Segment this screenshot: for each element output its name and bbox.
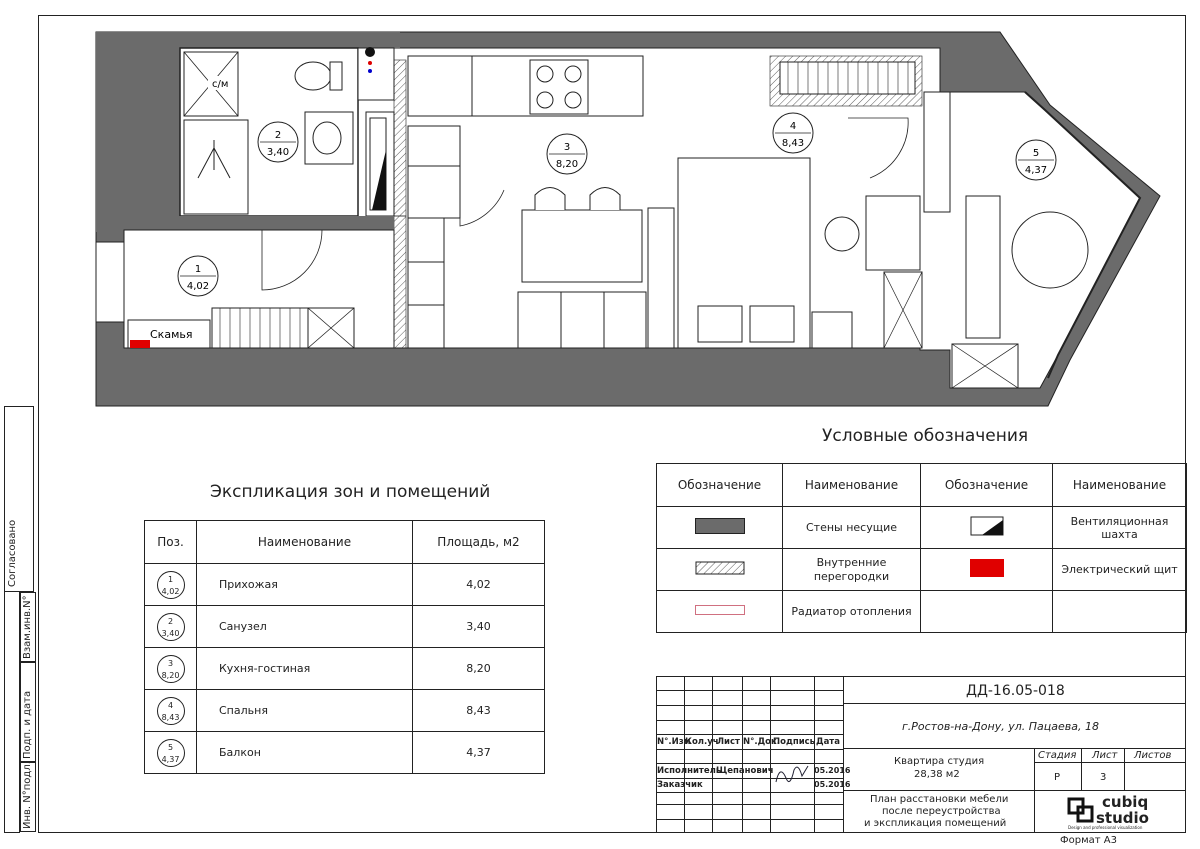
drawing-title: и экспликация помещений <box>864 818 1007 829</box>
tb-header: Лист <box>717 737 740 747</box>
cooktop <box>530 60 588 114</box>
room-name: Кухня-гостиная <box>197 648 413 690</box>
table-row <box>145 564 545 606</box>
table-row <box>145 732 545 774</box>
legend-symbol <box>657 591 783 633</box>
cabinet-column <box>408 218 444 348</box>
tb-header: N°.Изм <box>657 737 691 747</box>
room-area: 3,40 <box>413 606 545 648</box>
logo-word: studio <box>1096 809 1149 827</box>
legend-item: Стены несущие <box>783 507 921 549</box>
nightstand <box>825 217 859 251</box>
chair <box>590 188 620 211</box>
balcony-cabinet <box>966 196 1000 338</box>
room-area: 8,43 <box>781 138 805 149</box>
customer-date: 05.2016 <box>814 780 851 789</box>
side-stamp-inv <box>20 762 36 832</box>
room-area: 3,40 <box>266 147 290 158</box>
room-number: 1 <box>194 264 202 275</box>
partition <box>394 60 406 216</box>
electrical-panel <box>130 340 150 348</box>
vent-shaft-icon <box>970 516 1004 536</box>
room-area: 4,02 <box>413 564 545 606</box>
stage-value: Р <box>1054 772 1061 783</box>
drawing-title: План расстановки мебели <box>870 794 1009 805</box>
drawing-title: после переустройства <box>882 806 1001 817</box>
legend-symbol <box>657 549 783 591</box>
radiator-swatch <box>695 605 745 615</box>
project-name: Квартира студия <box>894 756 985 767</box>
tb-header: Подпись <box>773 737 816 747</box>
legend-item: Радиатор отопления <box>783 591 921 633</box>
legend-table <box>656 463 1187 633</box>
side-stamp-replace <box>20 592 36 662</box>
riser <box>358 48 394 100</box>
sheet-label: Лист <box>1092 750 1118 761</box>
side-stamp-label: Инв. N°подл. <box>22 761 33 829</box>
wm-label: с/м <box>212 79 229 90</box>
legend-item: Вентиляционная шахта <box>1053 507 1187 549</box>
room-area: 4,37 <box>413 732 545 774</box>
cubiq-logo-icon <box>1066 796 1096 824</box>
bench-label: Скамья <box>150 328 193 341</box>
legend-header: Наименование <box>783 464 921 507</box>
table-row <box>145 690 545 732</box>
project-area: 28,38 м2 <box>914 769 960 780</box>
room-badge: 1 4,02 <box>157 571 185 599</box>
side-stamp-sign <box>20 662 36 762</box>
room-area: 4,37 <box>1024 165 1048 176</box>
legend-title: Условные обозначения <box>822 426 1029 446</box>
room-area: 8,43 <box>413 690 545 732</box>
room-number: 3 <box>563 142 571 153</box>
legend-header: Обозначение <box>657 464 783 507</box>
logo-word: cubiq <box>1102 793 1149 811</box>
balcony-table <box>1012 212 1088 288</box>
table-row <box>145 606 545 648</box>
tall-cabinet <box>648 208 674 348</box>
customer-label: Заказчик <box>657 780 703 790</box>
table-row <box>145 648 545 690</box>
tb-header: Кол.уч <box>685 737 719 747</box>
executor-date: 05.2016 <box>814 766 851 775</box>
side-stamp-label: Подп. и дата <box>22 690 33 759</box>
stage-label: Стадия <box>1038 750 1077 761</box>
side-stamp-label: Согласовано <box>7 519 18 587</box>
legend-symbol <box>921 549 1053 591</box>
signature <box>772 758 812 790</box>
title-block <box>656 676 1186 833</box>
room-name: Балкон <box>197 732 413 774</box>
executor-label: Исполнитель <box>657 766 722 776</box>
explication-title: Экспликация зон и помещений <box>210 482 491 502</box>
room-area: 4,02 <box>186 281 210 292</box>
side-stamp-label: Взам.инв.N° <box>22 595 33 659</box>
room-name: Санузел <box>197 606 413 648</box>
radiator <box>780 62 915 94</box>
col-header: Наименование <box>197 521 413 564</box>
drawing-code: ДД-16.05-018 <box>966 683 1065 699</box>
col-header: Площадь, м2 <box>413 521 545 564</box>
panel-swatch <box>970 559 1004 577</box>
legend-symbol <box>657 507 783 549</box>
room-name: Спальня <box>197 690 413 732</box>
legend-item: Внутренние перегородки <box>783 549 921 591</box>
wall-corner <box>96 32 180 232</box>
room-badge: 3 8,20 <box>157 655 185 683</box>
wall-segment <box>924 92 950 212</box>
room-badge: 4 8,43 <box>157 697 185 725</box>
explication-table <box>144 520 545 774</box>
partition <box>124 216 394 230</box>
desk <box>866 196 920 270</box>
partition <box>394 216 406 348</box>
side-stamp-agreed <box>4 406 34 592</box>
legend-header: Обозначение <box>921 464 1053 507</box>
room-badge: 2 3,40 <box>157 613 185 641</box>
legend-symbol <box>921 507 1053 549</box>
room-area: 8,20 <box>555 159 579 170</box>
sheets-label: Листов <box>1134 750 1172 761</box>
chair <box>535 188 565 211</box>
legend-item: Электрический щит <box>1053 549 1187 591</box>
wall-swatch <box>695 518 745 534</box>
room-number: 4 <box>789 121 797 132</box>
sheet-value: 3 <box>1100 772 1107 783</box>
side-strip-line <box>4 592 20 833</box>
dining-table <box>522 210 642 282</box>
entry-door <box>96 242 124 322</box>
room-number: 5 <box>1032 148 1040 159</box>
bathroom-wall <box>180 32 400 48</box>
fridge <box>408 56 472 116</box>
room-badge: 5 4,37 <box>157 739 185 767</box>
executor-name: Щепанович <box>716 766 774 776</box>
kitchen-sink <box>408 126 460 166</box>
tb-header: Дата <box>816 737 840 747</box>
room-area: 8,20 <box>413 648 545 690</box>
sofa <box>518 292 646 348</box>
logo-tagline: Design and professional visualization <box>1068 825 1143 830</box>
tb-header: N°.Док. <box>743 737 781 747</box>
shower <box>184 120 248 214</box>
legend-header: Наименование <box>1053 464 1187 507</box>
bedside-table <box>812 312 852 348</box>
format-label: Формат А3 <box>1060 835 1117 846</box>
cabinet-column <box>408 166 460 218</box>
address: г.Ростов-на-Дону, ул. Пацаева, 18 <box>902 720 1099 733</box>
room-name: Прихожая <box>197 564 413 606</box>
toilet <box>295 62 331 90</box>
partition-swatch <box>695 561 745 575</box>
room-number: 2 <box>274 130 282 141</box>
col-header: Поз. <box>145 521 197 564</box>
